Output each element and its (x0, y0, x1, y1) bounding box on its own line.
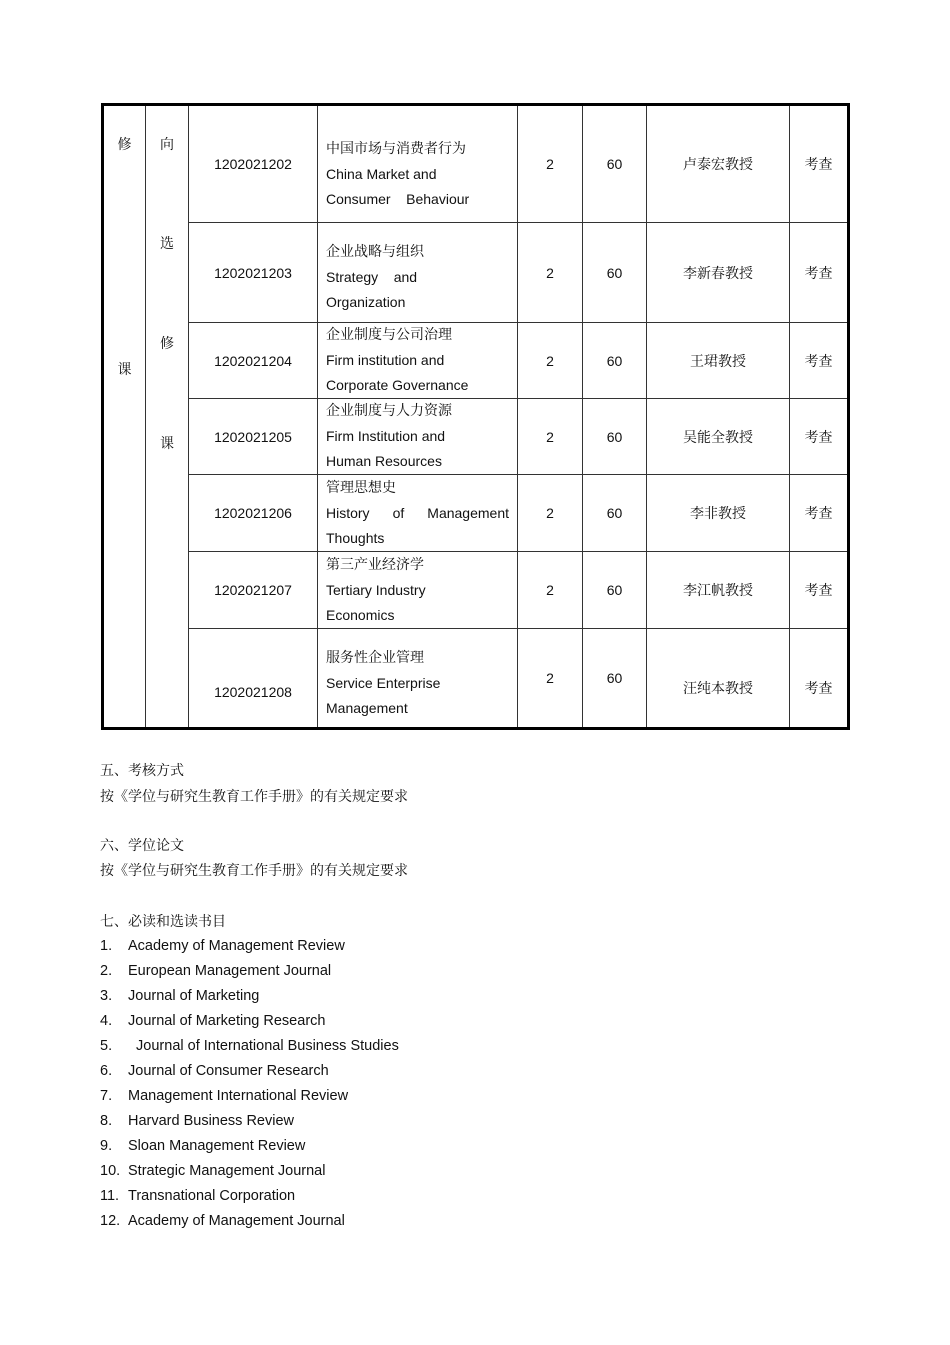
list-title: Harvard Business Review (128, 1113, 295, 1129)
list-number: 9. (100, 1138, 113, 1154)
course-name-zh: 管理思想史 (326, 479, 396, 496)
course-code: 1202021208 (189, 629, 318, 729)
course-name-en: Management (326, 700, 408, 716)
course-name-en: Consumer Behaviour (326, 190, 470, 207)
course-code: 1202021206 (189, 475, 318, 552)
exam-type: 考查 (790, 629, 849, 729)
course-name-en: China Market and (326, 165, 437, 182)
course-name-en: Thoughts (326, 529, 385, 546)
list-title: Transnational Corporation (128, 1188, 296, 1204)
course-code: 1202021205 (189, 399, 318, 475)
teacher: 李江帆教授 (647, 552, 790, 629)
list-number: 2. (100, 963, 113, 979)
list-number: 6. (100, 1063, 113, 1079)
exam-type: 考查 (790, 223, 849, 323)
list-title: European Management Journal (128, 963, 332, 979)
teacher: 卢泰宏教授 (647, 105, 790, 223)
course-name-zh: 服务性企业管理 (326, 650, 424, 666)
category-char: 修 (117, 137, 132, 153)
exam-type: 考查 (790, 475, 849, 552)
course-name-zh: 企业制度与公司治理 (326, 327, 452, 343)
list-title: Journal of International Business Studies (128, 1038, 399, 1054)
course-table (101, 103, 850, 730)
list-item (100, 1184, 399, 1209)
list-number: 10. (100, 1163, 121, 1179)
course-name-en: Tertiary Industry (326, 581, 426, 598)
list-number: 12. (100, 1213, 121, 1229)
list-title: Journal of Consumer Research (128, 1063, 329, 1079)
course-name (318, 552, 518, 629)
list-item (100, 1209, 399, 1234)
list-item (100, 984, 399, 1009)
reading-list (100, 934, 399, 1234)
course-code: 1202021204 (189, 323, 318, 399)
course-name-en: Human Resources (326, 453, 442, 469)
list-item (100, 1159, 399, 1184)
course-name-en: Corporate Governance (326, 377, 469, 393)
hours: 60 (583, 475, 647, 552)
section-6-body: 按《学位与研究生教育工作手册》的有关规定要求 (100, 863, 408, 879)
subcategory-cell (146, 105, 189, 729)
list-title: Academy of Management Review (128, 938, 345, 954)
course-code: 1202021203 (189, 223, 318, 323)
credit: 2 (518, 399, 583, 475)
teacher: 李非教授 (647, 475, 790, 552)
list-item (100, 1084, 399, 1109)
course-name-zh: 第三产业经济学 (326, 556, 424, 573)
table-row (103, 399, 849, 475)
hours: 60 (583, 399, 647, 475)
course-name (318, 475, 518, 552)
table-row (103, 475, 849, 552)
credit: 2 (518, 223, 583, 323)
exam-type: 考查 (790, 323, 849, 399)
section-5-title: 五、考核方式 (100, 763, 184, 779)
subcategory-char: 选 (160, 236, 174, 252)
list-number: 3. (100, 988, 113, 1004)
teacher: 汪纯本教授 (647, 629, 790, 729)
list-number: 4. (100, 1013, 113, 1029)
table-row (103, 223, 849, 323)
table-row (103, 105, 849, 223)
list-number: 11. (100, 1188, 120, 1204)
course-name-en: Service Enterprise (326, 675, 441, 691)
list-title: Sloan Management Review (128, 1138, 306, 1154)
course-name (318, 323, 518, 399)
category-cell (103, 105, 146, 729)
list-item (100, 959, 399, 984)
credit: 2 (518, 475, 583, 552)
list-title: Journal of Marketing Research (128, 1013, 326, 1029)
list-item (100, 1134, 399, 1159)
course-name-zh: 企业制度与人力资源 (326, 403, 452, 419)
credit: 2 (518, 323, 583, 399)
course-name (318, 399, 518, 475)
hours: 60 (583, 223, 647, 323)
section-5-body: 按《学位与研究生教育工作手册》的有关规定要求 (100, 789, 408, 805)
course-name (318, 223, 518, 323)
subcategory-char: 向 (160, 137, 174, 153)
hours: 60 (583, 629, 647, 729)
table-row (103, 552, 849, 629)
hours: 60 (583, 323, 647, 399)
course-code: 1202021202 (189, 105, 318, 223)
course-name-en: Firm Institution and (326, 428, 446, 444)
course-name-en: History of Management (326, 504, 509, 521)
list-number: 1. (100, 938, 113, 954)
list-title: Journal of Marketing (128, 988, 260, 1004)
credit: 2 (518, 629, 583, 729)
teacher: 李新春教授 (647, 223, 790, 323)
hours: 60 (583, 105, 647, 223)
course-name-zh: 企业战略与组织 (326, 244, 424, 260)
course-name (318, 629, 518, 729)
section-7-title: 七、必读和选读书目 (100, 914, 226, 930)
list-item (100, 1059, 399, 1084)
list-number: 5. (100, 1038, 113, 1054)
section-6-title: 六、学位论文 (100, 838, 184, 854)
course-name-zh: 中国市场与消费者行为 (326, 140, 466, 157)
list-title: Academy of Management Journal (128, 1213, 345, 1229)
list-title: Strategic Management Journal (128, 1163, 326, 1179)
subcategory-char: 课 (160, 436, 174, 452)
teacher: 吴能全教授 (647, 399, 790, 475)
table-row (103, 629, 849, 729)
exam-type: 考查 (790, 399, 849, 475)
list-item (100, 934, 399, 959)
course-name-en: Strategy and (326, 269, 418, 285)
list-item (100, 1034, 399, 1059)
category-char: 课 (117, 362, 132, 378)
teacher: 王珺教授 (647, 323, 790, 399)
course-name-en: Firm institution and (326, 352, 445, 368)
list-number: 8. (100, 1113, 113, 1129)
credit: 2 (518, 105, 583, 223)
table-row (103, 323, 849, 399)
list-title: Management International Review (128, 1088, 349, 1104)
course-name-en: Economics (326, 606, 395, 623)
credit: 2 (518, 552, 583, 629)
subcategory-char: 修 (160, 336, 174, 352)
list-item (100, 1109, 399, 1134)
list-number: 7. (100, 1088, 113, 1104)
course-name-en: Organization (326, 294, 406, 310)
list-item (100, 1009, 399, 1034)
hours: 60 (583, 552, 647, 629)
course-name (318, 105, 518, 223)
exam-type: 考查 (790, 552, 849, 629)
exam-type: 考查 (790, 105, 849, 223)
course-code: 1202021207 (189, 552, 318, 629)
